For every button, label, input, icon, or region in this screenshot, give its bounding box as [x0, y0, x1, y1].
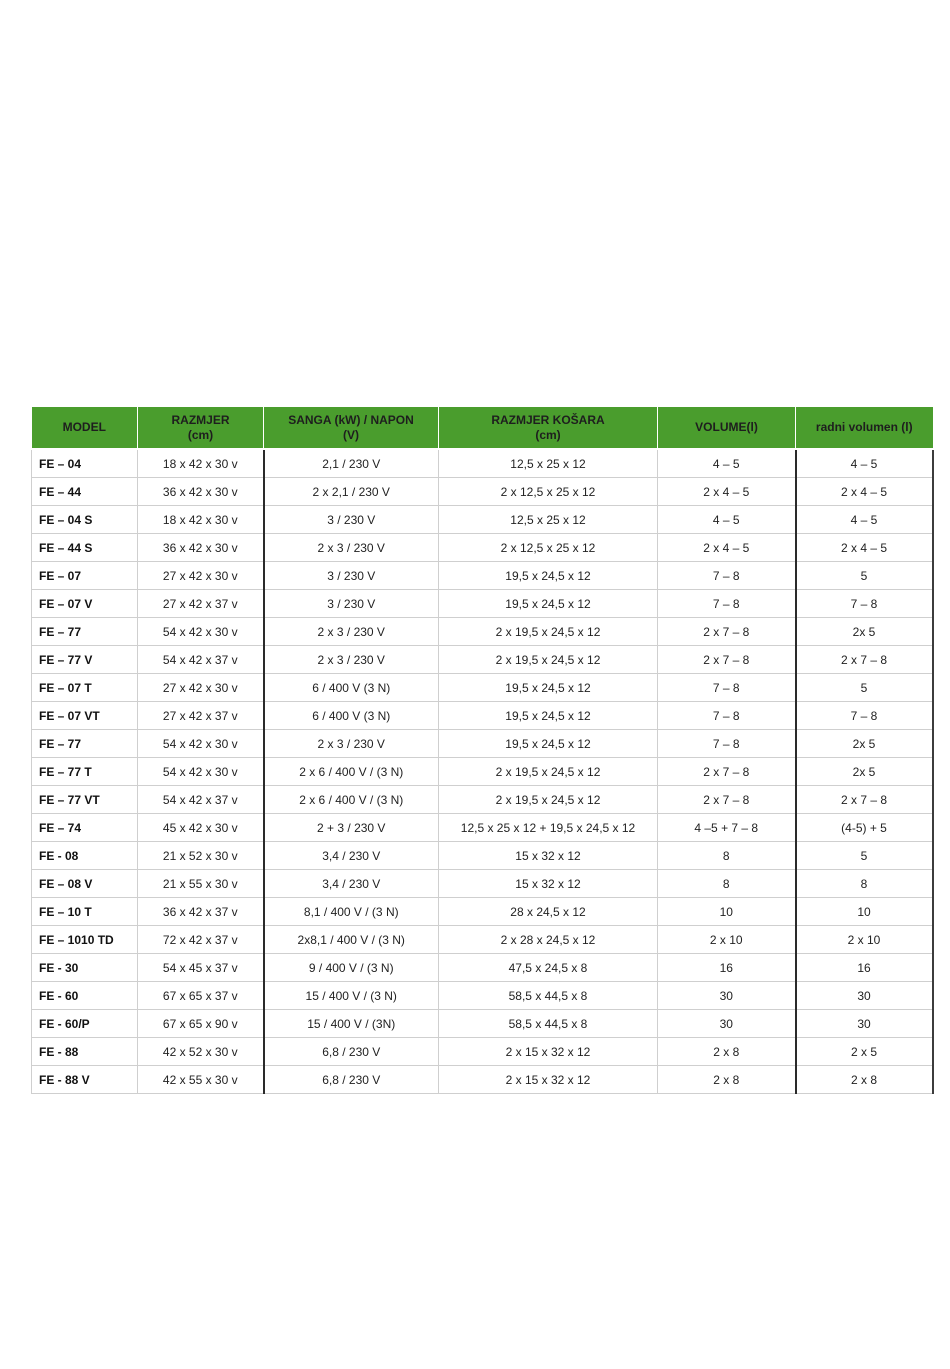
volume-cell: 7 – 8	[658, 674, 796, 702]
basket-dimensions-cell: 19,5 x 24,5 x 12	[439, 562, 658, 590]
table-row	[32, 870, 933, 898]
volume-cell: 2 x 7 – 8	[658, 786, 796, 814]
model-cell: FE – 77 V	[32, 646, 138, 674]
volume-cell: 2 x 7 – 8	[658, 618, 796, 646]
table-row	[32, 534, 933, 562]
power-voltage-cell: 3,4 / 230 V	[264, 842, 439, 870]
working-volume-cell: 2 x 4 – 5	[796, 478, 933, 506]
power-voltage-cell: 6,8 / 230 V	[264, 1038, 439, 1066]
model-cell: FE – 07	[32, 562, 138, 590]
model-cell: FE – 04 S	[32, 506, 138, 534]
volume-cell: 7 – 8	[658, 590, 796, 618]
working-volume-cell: 2 x 4 – 5	[796, 534, 933, 562]
basket-dimensions-cell: 2 x 12,5 x 25 x 12	[439, 478, 658, 506]
basket-dimensions-cell: 2 x 28 x 24,5 x 12	[439, 926, 658, 954]
header-basket-dimensions-label: RAZMJER KOŠARA (cm)	[491, 412, 605, 442]
power-voltage-cell: 15 / 400 V / (3N)	[264, 1010, 439, 1038]
volume-cell: 4 – 5	[658, 506, 796, 534]
volume-cell: 4 – 5	[658, 449, 796, 478]
volume-cell: 2 x 8	[658, 1038, 796, 1066]
table-row	[32, 786, 933, 814]
header-working-volume	[796, 407, 933, 449]
header-row	[32, 407, 933, 449]
basket-dimensions-cell: 19,5 x 24,5 x 12	[439, 730, 658, 758]
table-row	[32, 842, 933, 870]
dimensions-cell: 27 x 42 x 30 v	[138, 562, 264, 590]
dimensions-cell: 18 x 42 x 30 v	[138, 449, 264, 478]
model-cell: FE – 77 VT	[32, 786, 138, 814]
header-volume-label: VOLUME(l)	[695, 420, 758, 434]
dimensions-cell: 21 x 52 x 30 v	[138, 842, 264, 870]
model-cell: FE – 08 V	[32, 870, 138, 898]
model-cell: FE – 77	[32, 618, 138, 646]
model-cell: FE – 10 T	[32, 898, 138, 926]
dimensions-cell: 54 x 42 x 30 v	[138, 758, 264, 786]
power-voltage-cell: 3 / 230 V	[264, 590, 439, 618]
basket-dimensions-cell: 2 x 12,5 x 25 x 12	[439, 534, 658, 562]
model-cell: FE – 07 VT	[32, 702, 138, 730]
power-voltage-cell: 2 + 3 / 230 V	[264, 814, 439, 842]
model-cell: FE – 74	[32, 814, 138, 842]
power-voltage-cell: 2 x 6 / 400 V / (3 N)	[264, 786, 439, 814]
working-volume-cell: 2 x 8	[796, 1066, 933, 1094]
table-body	[32, 449, 933, 1094]
model-cell: FE – 07 T	[32, 674, 138, 702]
working-volume-cell: (4-5) + 5	[796, 814, 933, 842]
volume-cell: 2 x 7 – 8	[658, 646, 796, 674]
power-voltage-cell: 2 x 2,1 / 230 V	[264, 478, 439, 506]
volume-cell: 2 x 8	[658, 1066, 796, 1094]
working-volume-cell: 4 – 5	[796, 449, 933, 478]
model-cell: FE – 04	[32, 449, 138, 478]
power-voltage-cell: 2 x 6 / 400 V / (3 N)	[264, 758, 439, 786]
dimensions-cell: 42 x 52 x 30 v	[138, 1038, 264, 1066]
volume-cell: 2 x 7 – 8	[658, 758, 796, 786]
working-volume-cell: 5	[796, 674, 933, 702]
working-volume-cell: 2x 5	[796, 618, 933, 646]
basket-dimensions-cell: 19,5 x 24,5 x 12	[439, 702, 658, 730]
model-cell: FE - 30	[32, 954, 138, 982]
table-row	[32, 618, 933, 646]
table-row	[32, 898, 933, 926]
power-voltage-cell: 3 / 230 V	[264, 562, 439, 590]
working-volume-cell: 2 x 7 – 8	[796, 646, 933, 674]
power-voltage-cell: 15 / 400 V / (3 N)	[264, 982, 439, 1010]
model-cell: FE - 08	[32, 842, 138, 870]
volume-cell: 30	[658, 1010, 796, 1038]
table-row	[32, 1066, 933, 1094]
dimensions-cell: 54 x 42 x 37 v	[138, 646, 264, 674]
header-volume	[658, 407, 796, 449]
volume-cell: 4 –5 + 7 – 8	[658, 814, 796, 842]
volume-cell: 10	[658, 898, 796, 926]
dimensions-cell: 54 x 42 x 30 v	[138, 730, 264, 758]
working-volume-cell: 5	[796, 562, 933, 590]
power-voltage-cell: 2x8,1 / 400 V / (3 N)	[264, 926, 439, 954]
header-model-label: MODEL	[62, 420, 106, 434]
table-row	[32, 954, 933, 982]
power-voltage-cell: 9 / 400 V / (3 N)	[264, 954, 439, 982]
dimensions-cell: 54 x 42 x 37 v	[138, 786, 264, 814]
table-row	[32, 590, 933, 618]
working-volume-cell: 7 – 8	[796, 702, 933, 730]
table-row	[32, 646, 933, 674]
table-row	[32, 562, 933, 590]
table-header	[32, 407, 933, 449]
working-volume-cell: 16	[796, 954, 933, 982]
volume-cell: 2 x 4 – 5	[658, 534, 796, 562]
table-row	[32, 506, 933, 534]
header-basket-dimensions	[439, 407, 658, 449]
working-volume-cell: 30	[796, 1010, 933, 1038]
model-cell: FE – 07 V	[32, 590, 138, 618]
dimensions-cell: 72 x 42 x 37 v	[138, 926, 264, 954]
working-volume-cell: 10	[796, 898, 933, 926]
dimensions-cell: 27 x 42 x 37 v	[138, 590, 264, 618]
dimensions-cell: 36 x 42 x 37 v	[138, 898, 264, 926]
dimensions-cell: 21 x 55 x 30 v	[138, 870, 264, 898]
basket-dimensions-cell: 12,5 x 25 x 12 + 19,5 x 24,5 x 12	[439, 814, 658, 842]
basket-dimensions-cell: 2 x 19,5 x 24,5 x 12	[439, 618, 658, 646]
basket-dimensions-cell: 2 x 19,5 x 24,5 x 12	[439, 758, 658, 786]
volume-cell: 8	[658, 842, 796, 870]
volume-cell: 30	[658, 982, 796, 1010]
power-voltage-cell: 2,1 / 230 V	[264, 449, 439, 478]
volume-cell: 7 – 8	[658, 730, 796, 758]
basket-dimensions-cell: 2 x 15 x 32 x 12	[439, 1038, 658, 1066]
volume-cell: 8	[658, 870, 796, 898]
model-cell: FE – 1010 TD	[32, 926, 138, 954]
header-dimensions-label: RAZMJER (cm)	[171, 412, 230, 442]
working-volume-cell: 2x 5	[796, 730, 933, 758]
dimensions-cell: 36 x 42 x 30 v	[138, 534, 264, 562]
power-voltage-cell: 3 / 230 V	[264, 506, 439, 534]
model-cell: FE - 60/P	[32, 1010, 138, 1038]
power-voltage-cell: 2 x 3 / 230 V	[264, 618, 439, 646]
model-cell: FE - 88 V	[32, 1066, 138, 1094]
table-row	[32, 982, 933, 1010]
header-working-volume-label: radni volumen (l)	[815, 420, 913, 434]
power-voltage-cell: 2 x 3 / 230 V	[264, 646, 439, 674]
table-row	[32, 926, 933, 954]
header-dimensions	[138, 407, 264, 449]
header-power-voltage-label: SANGA (kW) / NAPON (V)	[288, 412, 414, 442]
basket-dimensions-cell: 58,5 x 44,5 x 8	[439, 982, 658, 1010]
table-row	[32, 674, 933, 702]
basket-dimensions-cell: 47,5 x 24,5 x 8	[439, 954, 658, 982]
basket-dimensions-cell: 2 x 19,5 x 24,5 x 12	[439, 786, 658, 814]
power-voltage-cell: 2 x 3 / 230 V	[264, 534, 439, 562]
model-cell: FE - 88	[32, 1038, 138, 1066]
working-volume-cell: 4 – 5	[796, 506, 933, 534]
working-volume-cell: 30	[796, 982, 933, 1010]
model-cell: FE – 77 T	[32, 758, 138, 786]
power-voltage-cell: 2 x 3 / 230 V	[264, 730, 439, 758]
basket-dimensions-cell: 28 x 24,5 x 12	[439, 898, 658, 926]
working-volume-cell: 2 x 10	[796, 926, 933, 954]
dimensions-cell: 67 x 65 x 37 v	[138, 982, 264, 1010]
table-row	[32, 1010, 933, 1038]
working-volume-cell: 2x 5	[796, 758, 933, 786]
product-spec-table	[31, 407, 934, 1094]
table-row	[32, 702, 933, 730]
header-power-voltage	[264, 407, 439, 449]
table-row	[32, 478, 933, 506]
basket-dimensions-cell: 19,5 x 24,5 x 12	[439, 674, 658, 702]
working-volume-cell: 7 – 8	[796, 590, 933, 618]
power-voltage-cell: 6 / 400 V (3 N)	[264, 702, 439, 730]
dimensions-cell: 18 x 42 x 30 v	[138, 506, 264, 534]
volume-cell: 2 x 10	[658, 926, 796, 954]
dimensions-cell: 54 x 42 x 30 v	[138, 618, 264, 646]
basket-dimensions-cell: 12,5 x 25 x 12	[439, 506, 658, 534]
model-cell: FE – 44 S	[32, 534, 138, 562]
power-voltage-cell: 3,4 / 230 V	[264, 870, 439, 898]
dimensions-cell: 54 x 45 x 37 v	[138, 954, 264, 982]
volume-cell: 16	[658, 954, 796, 982]
model-cell: FE – 44	[32, 478, 138, 506]
table-row	[32, 758, 933, 786]
dimensions-cell: 42 x 55 x 30 v	[138, 1066, 264, 1094]
volume-cell: 2 x 4 – 5	[658, 478, 796, 506]
working-volume-cell: 2 x 5	[796, 1038, 933, 1066]
basket-dimensions-cell: 19,5 x 24,5 x 12	[439, 590, 658, 618]
power-voltage-cell: 6 / 400 V (3 N)	[264, 674, 439, 702]
dimensions-cell: 45 x 42 x 30 v	[138, 814, 264, 842]
volume-cell: 7 – 8	[658, 562, 796, 590]
working-volume-cell: 8	[796, 870, 933, 898]
model-cell: FE – 77	[32, 730, 138, 758]
basket-dimensions-cell: 15 x 32 x 12	[439, 842, 658, 870]
power-voltage-cell: 8,1 / 400 V / (3 N)	[264, 898, 439, 926]
model-cell: FE - 60	[32, 982, 138, 1010]
dimensions-cell: 27 x 42 x 37 v	[138, 702, 264, 730]
basket-dimensions-cell: 12,5 x 25 x 12	[439, 449, 658, 478]
table-row	[32, 730, 933, 758]
header-model	[32, 407, 138, 449]
basket-dimensions-cell: 58,5 x 44,5 x 8	[439, 1010, 658, 1038]
table-row	[32, 1038, 933, 1066]
power-voltage-cell: 6,8 / 230 V	[264, 1066, 439, 1094]
dimensions-cell: 36 x 42 x 30 v	[138, 478, 264, 506]
volume-cell: 7 – 8	[658, 702, 796, 730]
basket-dimensions-cell: 15 x 32 x 12	[439, 870, 658, 898]
spec-sheet	[31, 407, 932, 1094]
table-row	[32, 814, 933, 842]
table-row	[32, 449, 933, 478]
working-volume-cell: 5	[796, 842, 933, 870]
dimensions-cell: 67 x 65 x 90 v	[138, 1010, 264, 1038]
basket-dimensions-cell: 2 x 15 x 32 x 12	[439, 1066, 658, 1094]
working-volume-cell: 2 x 7 – 8	[796, 786, 933, 814]
basket-dimensions-cell: 2 x 19,5 x 24,5 x 12	[439, 646, 658, 674]
dimensions-cell: 27 x 42 x 30 v	[138, 674, 264, 702]
